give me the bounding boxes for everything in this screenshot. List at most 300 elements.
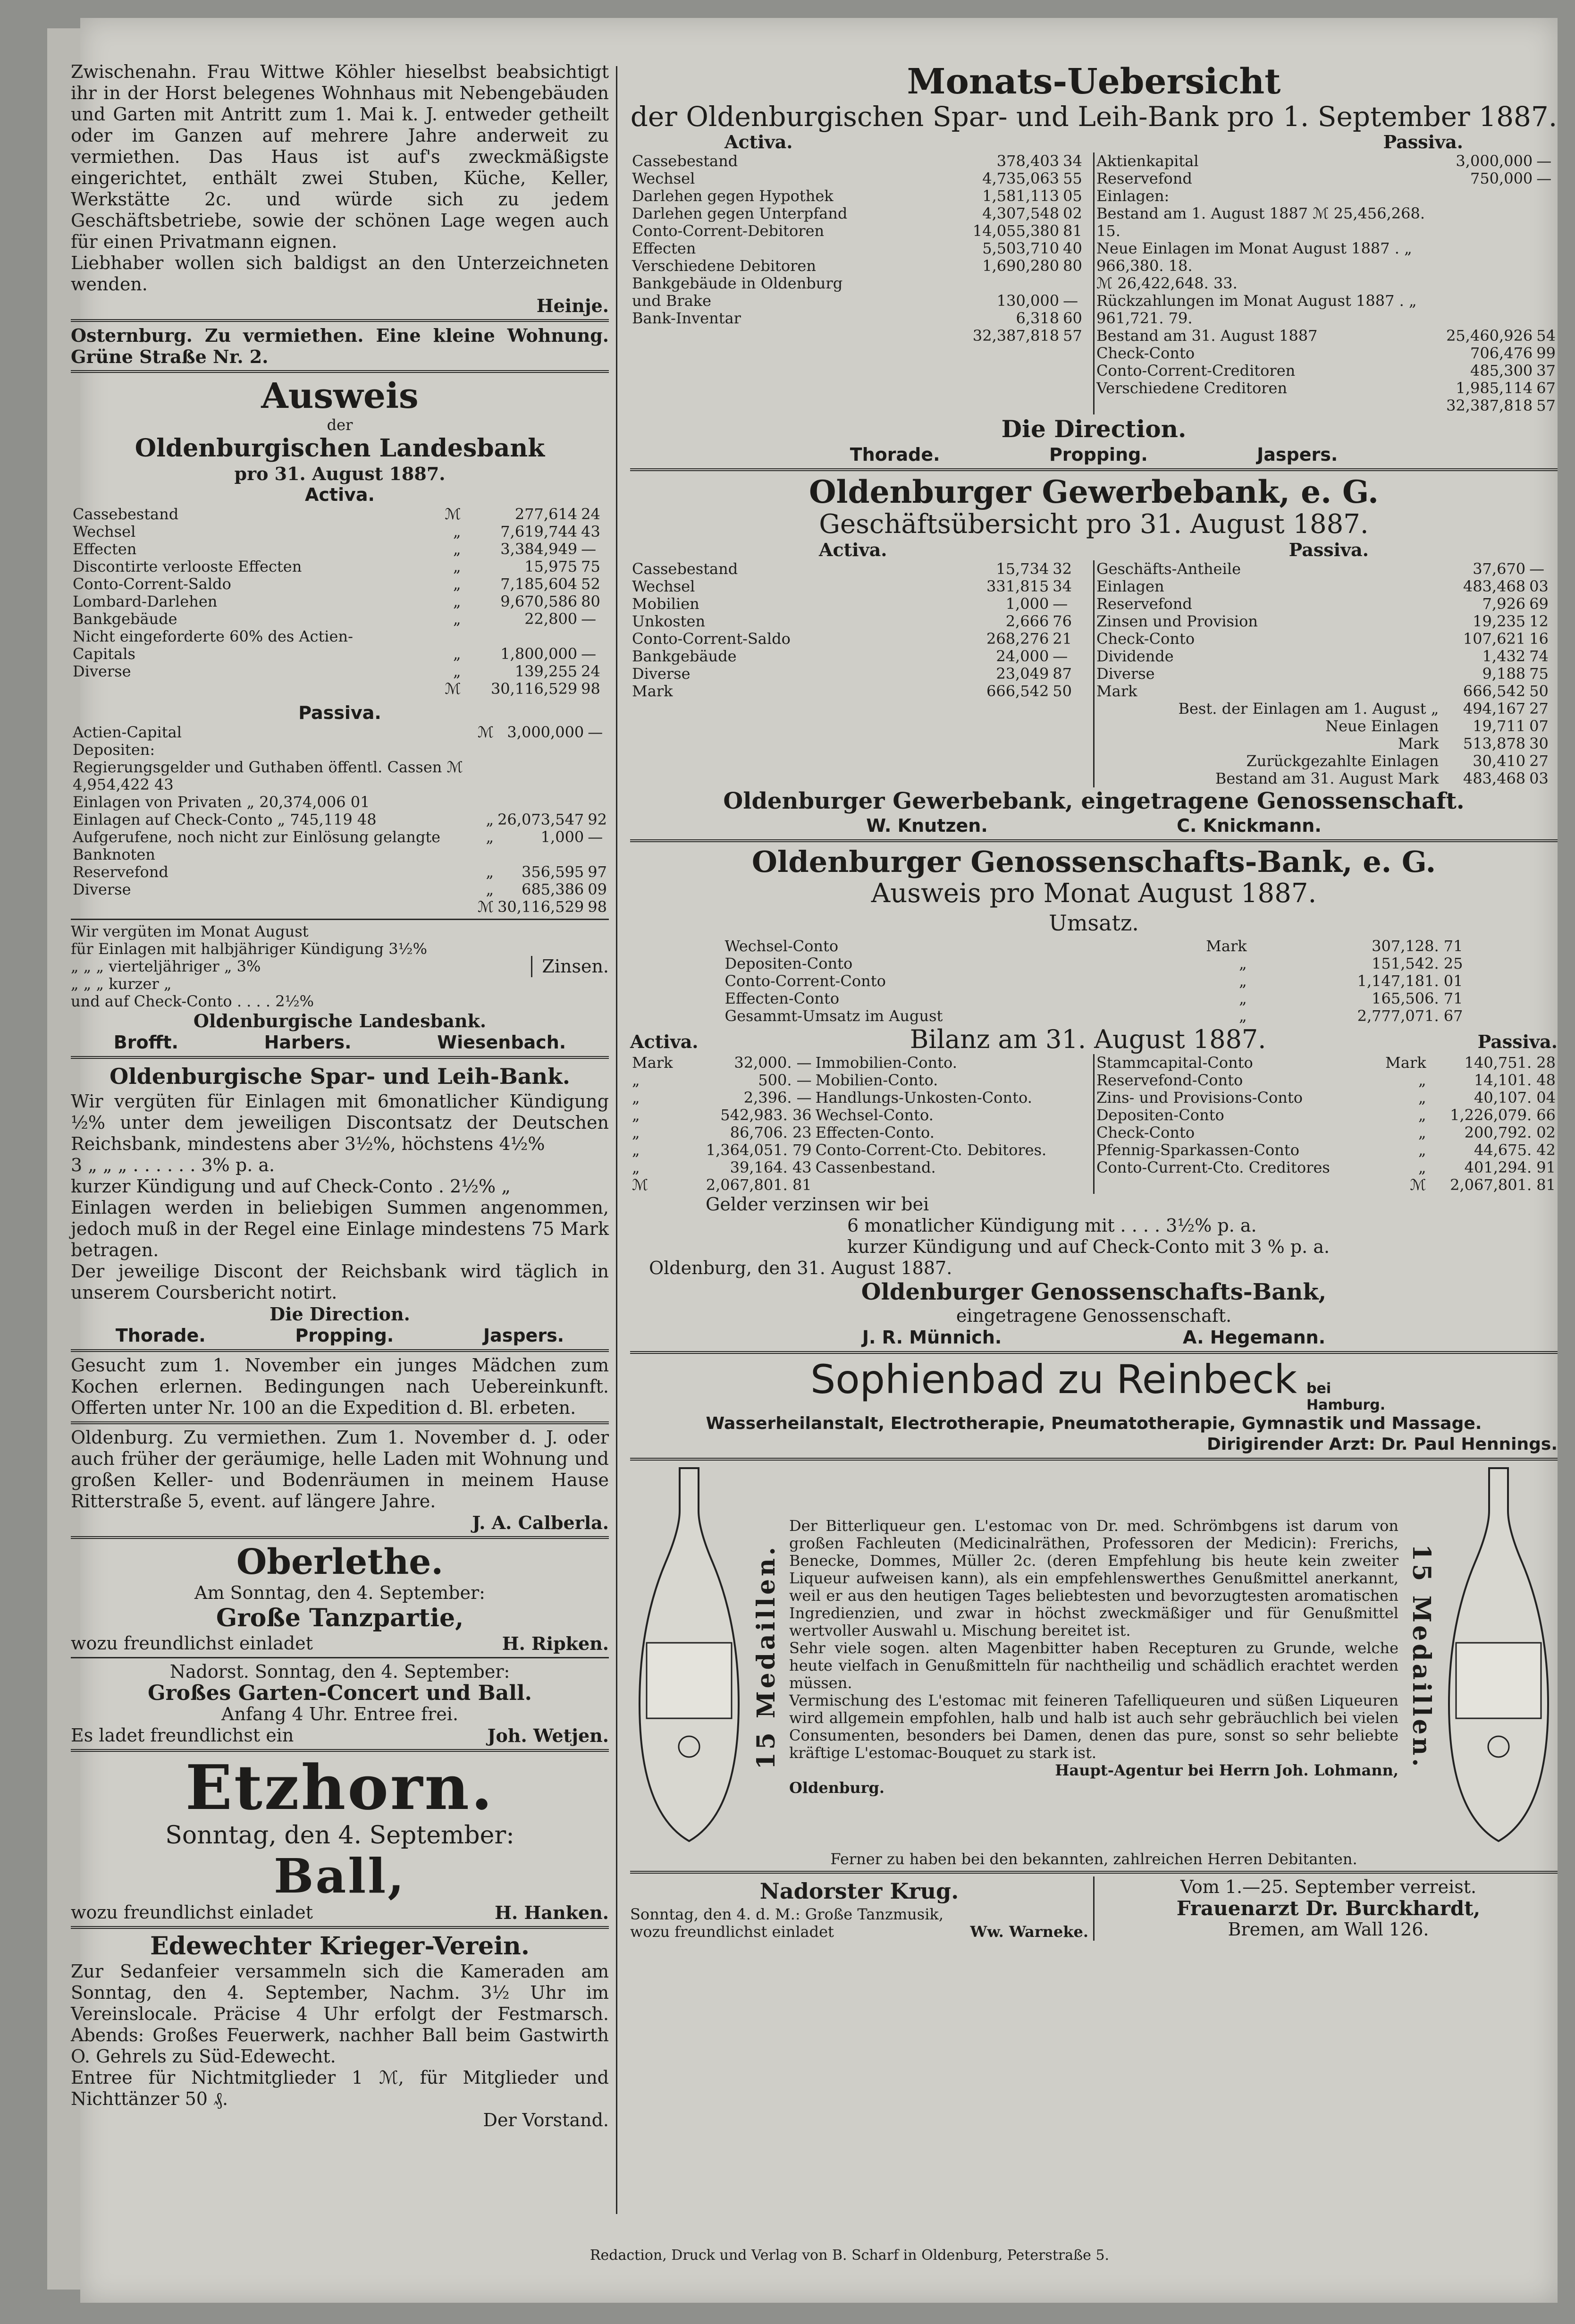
table-cell: „ xyxy=(1239,955,1247,972)
table-cell: 30,116,529 xyxy=(497,898,584,916)
table-row xyxy=(630,1141,1093,1159)
table-cell: 50 xyxy=(1529,682,1549,700)
table-cell: „ xyxy=(1239,989,1247,1007)
rate-line: „ „ „ vierteljähriger „ 3% xyxy=(71,957,261,975)
table-cell: Verschiedene Creditoren xyxy=(1096,379,1288,397)
table-cell: „ xyxy=(453,610,461,628)
table-cell: „ xyxy=(1418,1141,1426,1159)
table-cell: 706,476 xyxy=(1470,344,1533,362)
table-cell: „ xyxy=(632,1141,640,1159)
table-cell: Actien-Capital xyxy=(73,723,182,741)
table-row xyxy=(1095,240,1558,275)
table-cell: Mark xyxy=(1206,937,1247,955)
monat-labels xyxy=(630,131,1558,152)
genossen-signers xyxy=(630,1327,1558,1348)
estomac-p2: Sehr viele sogen. alten Magenbitter haben Recepturen zu Grunde, welche heute vielfach in Genußmitteln für nachtheilig und schädlich erachtet werden müssen. xyxy=(789,1639,1398,1692)
arzt-line3: Bremen, am Wall 126. xyxy=(1228,1919,1429,1940)
table-cell: 57 xyxy=(1536,397,1556,414)
monat-subtitle: der Oldenburgischen Spar- und Leih-Bank pro 1. September 1887. xyxy=(630,101,1558,133)
table-cell: Einlagen von Privaten „ 20,374,006 01 xyxy=(73,793,370,811)
table-cell: 1,581,113 xyxy=(982,187,1060,205)
table-row xyxy=(630,170,1093,187)
divider xyxy=(71,1657,609,1658)
table-cell: „ xyxy=(486,828,494,846)
table-cell: 15,734 xyxy=(996,560,1049,578)
table-cell: 1,000 xyxy=(540,828,584,846)
table-cell: Cassebestand xyxy=(632,152,738,170)
table-row xyxy=(71,523,609,541)
table-cell: „ xyxy=(453,523,461,541)
table-cell: Mark xyxy=(1385,1054,1426,1072)
table-cell: 24 xyxy=(581,505,600,523)
table-cell: Dividende xyxy=(1096,647,1174,665)
table-row xyxy=(630,327,1093,345)
divider xyxy=(71,1536,609,1539)
table-cell: 307,128. 71 xyxy=(1372,937,1463,955)
table-cell: „ xyxy=(486,880,494,898)
divider xyxy=(71,1349,609,1352)
genossen-rate2: 6 monatlicher Kündigung mit . . . . 3½% p. a. xyxy=(847,1215,1257,1236)
table-cell: Bankgebäude xyxy=(632,647,737,665)
table-cell: ℳ xyxy=(632,1176,649,1194)
table-cell: Neue Einlagen im Monat August 1887 . „ 966,380. 18. xyxy=(1096,239,1412,275)
table-cell xyxy=(71,898,476,916)
table-row xyxy=(71,610,609,628)
table-cell: „ xyxy=(453,662,461,680)
table-cell: 92 xyxy=(588,811,607,828)
signer: Thorade. xyxy=(115,1325,206,1346)
table-cell: Zurückgezahlte Einlagen xyxy=(1246,752,1439,770)
table-row xyxy=(1095,345,1558,362)
medals-right: 15 Medaillen. xyxy=(1407,1544,1436,1770)
sophien-title: Sophienbad zu Reinbeck xyxy=(810,1356,1297,1403)
table-cell: Darlehen gegen Unterpfand xyxy=(632,204,848,222)
table-cell: ℳ xyxy=(1410,1176,1426,1194)
table-row xyxy=(1095,1089,1558,1107)
monat-direction: Die Direction. xyxy=(1001,415,1187,443)
right-column xyxy=(630,61,1558,1941)
edewecht-text: Zur Sedanfeier versammeln sich die Kameraden am Sonntag, den 4. September, Nachm. 3½ Uhr im Vereinslocale. Präcise 4 Uhr erfolgt der Festmarsch. Abends: Großes Feuerwerk, nachher Ball beim Gastwirth O. Gehrels zu Süd-Edewecht. xyxy=(71,1961,609,2067)
genossen-umsatz-table xyxy=(723,938,1465,1025)
table-cell xyxy=(1444,240,1534,275)
table-cell: Zinsen und Provision xyxy=(1096,612,1258,630)
table-cell: 140,751. 28 xyxy=(1464,1054,1556,1072)
table-row xyxy=(71,506,609,523)
genossen-sign-title: Oldenburger Genossenschafts-Bank, xyxy=(861,1279,1327,1305)
krug-line1: Sonntag, den 4. d. M.: Große Tanzmusik, xyxy=(630,1905,943,1923)
estomac-bottle-right-icon xyxy=(1440,1463,1558,1851)
sophien-arzt: Dirigirender Arzt: Dr. Paul Hennings. xyxy=(1207,1435,1558,1454)
table-cell: Darlehen gegen Hypothek xyxy=(632,187,834,205)
table-row xyxy=(723,972,1465,990)
table-row xyxy=(630,152,1093,170)
table-cell: 3,000,000 xyxy=(507,723,584,741)
table-cell: 32 xyxy=(1053,560,1072,578)
landesbank-sign-title: Oldenburgische Landesbank. xyxy=(193,1010,487,1031)
table-row xyxy=(71,575,609,593)
zinsen-label: Zinsen. xyxy=(531,956,609,977)
table-row xyxy=(1095,1072,1558,1089)
genossen-subtitle: Ausweis pro Monat August 1887. xyxy=(871,878,1317,909)
activa-label: Activa. xyxy=(724,131,793,152)
table-cell: Einlagen xyxy=(1096,577,1164,595)
table-cell: Unkosten xyxy=(632,612,706,630)
table-cell: 76 xyxy=(1053,612,1072,630)
etzhorn-line1: Sonntag, den 4. September: xyxy=(165,1821,514,1850)
landesbank-der: der xyxy=(327,416,353,434)
table-cell: 32,000. — xyxy=(734,1054,812,1072)
gewerbe-labels xyxy=(630,539,1558,560)
table-cell: 1,432 xyxy=(1482,647,1526,665)
table-cell: 1,000 xyxy=(1005,595,1049,613)
table-row xyxy=(630,1159,1093,1176)
estomac-note: Ferner zu haben bei den bekannten, zahlreichen Herren Debitanten. xyxy=(830,1850,1357,1868)
signer: Propping. xyxy=(295,1325,394,1346)
monat-passiva xyxy=(1095,152,1558,414)
table-cell: 09 xyxy=(588,880,607,898)
passiva-label: Passiva. xyxy=(1383,131,1463,152)
genossen-rate3: kurzer Kündigung und auf Check-Conto mit 3 % p. a. xyxy=(847,1236,1330,1257)
sparbank-line5: Der jeweilige Discont der Reichsbank wird täglich in unserem Coursbericht notirt. xyxy=(71,1261,609,1303)
table-cell xyxy=(630,327,935,345)
table-cell: 07 xyxy=(1529,717,1549,735)
table-cell: Depositen-Conto xyxy=(1096,1106,1224,1124)
table-cell: — xyxy=(1529,560,1545,578)
table-row xyxy=(71,628,609,645)
table-cell xyxy=(1534,187,1558,205)
table-cell: Discontirte verlooste Effecten xyxy=(73,558,302,575)
table-row xyxy=(71,680,609,698)
table-row xyxy=(1095,152,1558,170)
table-cell: Mark xyxy=(632,682,673,700)
table-cell: 03 xyxy=(1529,769,1549,787)
krug-title: Nadorster Krug. xyxy=(759,1878,959,1904)
table-cell: Effecten xyxy=(632,239,696,257)
table-cell xyxy=(1534,292,1558,327)
activa-label: Activa. xyxy=(819,539,887,560)
genossen-passiva xyxy=(1095,1054,1558,1194)
table-cell: — xyxy=(1536,152,1552,170)
signer: J. R. Münnich. xyxy=(862,1327,1002,1348)
table-row xyxy=(630,257,1093,275)
table-cell: 1,985,114 xyxy=(1456,379,1533,397)
table-cell: Check-Conto xyxy=(1096,1124,1195,1141)
table-cell: Conto-Corrent-Debitoren xyxy=(632,222,825,240)
table-row xyxy=(630,1054,1093,1072)
table-cell: „ xyxy=(453,592,461,610)
table-cell: „ xyxy=(453,558,461,575)
landesbank-passiva-table xyxy=(71,724,609,916)
table-row xyxy=(1095,205,1558,240)
zwischenahn-footer: Liebhaber wollen sich baldigst an den Unterzeichneten wenden. xyxy=(71,253,609,295)
table-cell xyxy=(476,741,496,759)
table-cell xyxy=(476,759,496,794)
table-cell: 2,777,071. 67 xyxy=(1357,1007,1463,1025)
table-cell: 500. — xyxy=(758,1071,812,1089)
genossen-title: Oldenburger Genossenschafts-Bank, e. G. xyxy=(751,845,1436,879)
table-row xyxy=(1095,275,1558,292)
estomac-p1: Der Bitterliqueur gen. L'estomac von Dr. med. Schrömbgens ist darum von großen Fachleuten (Medicinalräthen, Professoren der Medicin): Frerichs, Benecke, Dommes, Müller 2c. (deren Empfehlung bis heute kein zweiter Liqueur aufweisen kann), als ein empfehlenswerthes Genußmittel anerkannt, weil er aus den heutigen Tages beliebtesten und bevorzugtesten aromatischen Ingredienzien, und zwar in höchst zweckmäßiger und für Genußmittel wertvoller Auswahl u. Mischung bereitet ist. xyxy=(789,1517,1398,1639)
etzhorn-footer xyxy=(71,1902,609,1923)
gesucht-ad: Gesucht zum 1. November ein junges Mädchen zum Kochen erlernen. Bedingungen nach Uebereinkunft. Offerten unter Nr. 100 an die Expedition d. Bl. erbeten. xyxy=(71,1355,609,1418)
table-cell: „ xyxy=(453,575,461,593)
oberlethe-sign: H. Ripken. xyxy=(502,1633,609,1654)
table-cell: 19,711 xyxy=(1473,717,1526,735)
table-cell: „ xyxy=(1239,1007,1247,1025)
table-cell: 3,000,000 xyxy=(1456,152,1533,170)
table-row xyxy=(1095,1124,1558,1141)
table-cell: 03 xyxy=(1529,577,1549,595)
table-cell: 1,364,051. 79 xyxy=(706,1141,812,1159)
divider xyxy=(71,319,609,322)
table-cell: 02 xyxy=(1063,204,1082,222)
table-row xyxy=(1095,752,1558,770)
estomac-p3: Vermischung des L'estomac mit feineren Tafelliqueuren und süßen Liqueuren wird allgemein empfohlen, halb und halb ist auch sehr gebräuchlich bei vielen Consumenten, besonders bei Damen, denen das pure, sonst so sehr beliebte kräftige L'estomac-Bouquet zu stark ist. xyxy=(789,1691,1398,1762)
table-cell: Conto-Corrent-Conto xyxy=(724,972,886,990)
sophien-bei: bei Hamburg. xyxy=(1306,1380,1386,1413)
table-row xyxy=(71,881,609,898)
table-cell: „ xyxy=(1418,1071,1426,1089)
gewerbe-signers xyxy=(630,815,1558,837)
table-cell: 2,396. — xyxy=(743,1089,812,1107)
landesbank-passiva-label: Passiva. xyxy=(298,702,381,723)
table-cell: 666,542 xyxy=(1463,682,1526,700)
table-cell: 80 xyxy=(1063,257,1082,275)
table-cell: Effecten xyxy=(73,540,137,558)
gewerbe-activa xyxy=(630,560,1095,787)
table-cell: „ xyxy=(632,1106,640,1124)
table-cell: Cassenbestand. xyxy=(815,1158,936,1176)
table-cell: „ xyxy=(632,1158,640,1176)
table-cell: „ xyxy=(453,540,461,558)
table-cell xyxy=(437,628,463,645)
table-cell xyxy=(1444,275,1534,292)
table-cell: 483,468 xyxy=(1463,577,1526,595)
genossen-activa xyxy=(630,1054,1095,1194)
table-row xyxy=(1095,718,1558,735)
table-cell: 19,235 xyxy=(1473,612,1526,630)
table-cell: Rückzahlungen im Monat August 1887 . „ 961,721. 79. xyxy=(1096,292,1417,327)
monat-title: Monats-Uebersicht xyxy=(907,61,1281,102)
table-cell: 52 xyxy=(581,575,600,593)
table-cell: Bestand am 31. August 1887 xyxy=(1096,327,1318,345)
table-cell: Check-Conto xyxy=(1096,630,1195,648)
table-cell: Best. der Einlagen am 1. August „ xyxy=(1178,700,1439,718)
table-row xyxy=(1095,1176,1558,1194)
table-row xyxy=(1095,397,1558,414)
table-cell: ℳ xyxy=(445,505,461,523)
table-cell: 75 xyxy=(1529,665,1549,683)
table-cell xyxy=(1444,205,1534,240)
table-row xyxy=(1095,595,1558,613)
table-cell: 80 xyxy=(581,592,600,610)
table-cell: 67 xyxy=(1536,379,1556,397)
table-cell: 139,255 xyxy=(514,662,578,680)
table-cell xyxy=(1095,397,1444,414)
table-cell: Regierungsgelder und Guthaben öffentl. Cassen ℳ 4,954,422 43 xyxy=(73,758,463,794)
table-cell: 43 xyxy=(581,523,600,541)
table-cell: Mobilien xyxy=(632,595,699,613)
table-cell: — xyxy=(1053,595,1068,613)
table-row xyxy=(630,1176,1093,1194)
table-row xyxy=(1095,700,1558,718)
table-row xyxy=(630,292,1093,310)
signer: A. Hegemann. xyxy=(1183,1327,1326,1348)
table-cell xyxy=(1534,240,1558,275)
table-cell: Handlungs-Unkosten-Conto. xyxy=(815,1089,1032,1107)
table-cell: 32,387,818 xyxy=(972,327,1060,345)
signer: C. Knickmann. xyxy=(1177,815,1322,836)
sparbank-signers xyxy=(71,1325,609,1346)
table-cell: 542,983. 36 xyxy=(720,1106,812,1124)
table-cell: 12 xyxy=(1529,612,1549,630)
landesbank-activa-table xyxy=(71,506,609,698)
landesbank-signers xyxy=(71,1031,609,1053)
table-cell xyxy=(1444,292,1534,327)
sophien-sub: Wasserheilanstalt, Electrotherapie, Pneumatotherapie, Gymnastik und Massage. xyxy=(706,1414,1482,1433)
table-cell xyxy=(463,628,580,645)
arzt-ad xyxy=(1095,1876,1558,1941)
gewerbe-subtitle: Geschäftsübersicht pro 31. August 1887. xyxy=(819,509,1369,540)
table-cell xyxy=(586,759,609,794)
divider xyxy=(630,468,1558,471)
table-cell: Check-Conto xyxy=(1096,344,1195,362)
table-cell: 24,000 xyxy=(996,647,1049,665)
table-cell: ℳ xyxy=(445,680,461,698)
table-cell: 98 xyxy=(588,898,607,916)
table-cell: Bestand am 1. August 1887 ℳ 25,456,268. 15. xyxy=(1096,204,1425,240)
table-cell: 40 xyxy=(1063,239,1082,257)
table-cell: Reservefond xyxy=(73,863,168,881)
imprint: Redaction, Druck und Verlag von B. Scharf in Oldenburg, Peterstraße 5. xyxy=(590,2247,1110,2264)
table-cell: „ xyxy=(632,1071,640,1089)
landesbank-date: pro 31. August 1887. xyxy=(234,463,446,484)
estomac-city: Oldenburg. xyxy=(789,1779,885,1797)
estomac-agent: Haupt-Agentur bei Herrn Joh. Lohmann, xyxy=(1055,1761,1398,1779)
divider xyxy=(71,370,609,373)
table-cell: „ xyxy=(486,811,494,828)
table-cell: Depositen: xyxy=(73,741,155,759)
nadorst-invite: Es ladet freundlichst ein xyxy=(71,1725,294,1746)
table-cell: Bank-Inventar xyxy=(632,309,741,327)
table-row xyxy=(1095,327,1558,345)
table-cell: — xyxy=(581,645,597,663)
table-cell: Bankgebäude in Oldenburg xyxy=(632,274,843,292)
table-cell xyxy=(1534,275,1558,292)
table-cell: — xyxy=(1536,169,1552,187)
divider xyxy=(71,1056,609,1059)
table-cell: 200,792. 02 xyxy=(1464,1124,1556,1141)
estomac-text xyxy=(784,1517,1403,1797)
divider xyxy=(630,1351,1558,1354)
table-cell: 7,619,744 xyxy=(500,523,578,541)
table-row xyxy=(71,741,609,759)
table-cell: 401,294. 91 xyxy=(1464,1158,1556,1176)
table-row xyxy=(1095,735,1558,752)
table-row xyxy=(71,811,609,828)
table-cell: 1,226,079. 66 xyxy=(1450,1106,1556,1124)
oberlethe-title: Oberlethe. xyxy=(236,1542,444,1582)
etzhorn-line2: Ball, xyxy=(273,1848,406,1904)
table-cell xyxy=(496,759,586,794)
sparbank-line4: Einlagen werden in beliebigen Summen angenommen, jedoch muß in der Regel eine Einlage mindestens 75 Mark betragen. xyxy=(71,1197,609,1260)
table-cell: 15,975 xyxy=(524,558,578,575)
table-cell: 16 xyxy=(1529,630,1549,648)
table-row xyxy=(71,828,609,863)
table-row xyxy=(630,595,1093,613)
table-cell: Effecten-Conto. xyxy=(815,1124,935,1141)
table-cell: 60 xyxy=(1063,309,1082,327)
table-row xyxy=(630,310,1093,327)
table-cell: 75 xyxy=(581,558,600,575)
osternburg-ad: Osternburg. Zu vermiethen. Eine kleine Wohnung. Grüne Straße Nr. 2. xyxy=(71,325,609,367)
table-cell: 107,621 xyxy=(1463,630,1526,648)
left-column xyxy=(71,61,609,2131)
table-row xyxy=(1095,292,1558,327)
etzhorn-title: Etzhorn. xyxy=(185,1751,495,1824)
table-row xyxy=(71,759,609,794)
table-cell: „ xyxy=(632,1089,640,1107)
table-row xyxy=(630,1072,1093,1089)
rate-line: „ „ „ kurzer „ xyxy=(71,975,172,993)
table-cell: Mark xyxy=(1096,682,1137,700)
table-row xyxy=(630,1124,1093,1141)
table-cell xyxy=(1444,187,1534,205)
etzhorn-invite: wozu freundlichst einladet xyxy=(71,1902,313,1923)
table-cell xyxy=(1061,275,1093,292)
landesbank-rates xyxy=(71,923,609,1010)
table-cell: „ xyxy=(486,863,494,881)
table-cell: Diverse xyxy=(632,665,691,683)
gewerbe-sign-title: Oldenburger Gewerbebank, eingetragene Genossenschaft. xyxy=(723,788,1465,814)
oberlethe-line1: Am Sonntag, den 4. September: xyxy=(194,1582,485,1603)
table-cell xyxy=(496,741,586,759)
table-cell: 165,506. 71 xyxy=(1372,989,1463,1007)
signer: Wiesenbach. xyxy=(437,1032,566,1053)
table-cell: 513,878 xyxy=(1463,735,1526,752)
landesbank-title: Ausweis xyxy=(261,376,419,416)
table-cell: Lombard-Darlehen xyxy=(73,592,218,610)
table-row xyxy=(1095,362,1558,380)
table-row xyxy=(1095,170,1558,187)
table-cell: Gesammt-Umsatz im August xyxy=(724,1007,943,1025)
table-cell: 54 xyxy=(1536,327,1556,345)
table-cell xyxy=(71,680,437,698)
table-cell: 4,307,548 xyxy=(982,204,1060,222)
table-row xyxy=(630,560,1093,578)
oldenburg-ad: Oldenburg. Zu vermiethen. Zum 1. November d. J. oder auch früher der geräumige, helle Laden mit Wohnung und großen Keller- und Bodenräumen in meinem Hause Ritterstraße 5, event. auf längere Jahre. xyxy=(71,1427,609,1512)
table-cell: 1,800,000 xyxy=(500,645,578,663)
divider xyxy=(71,1926,609,1929)
table-row xyxy=(1095,1159,1558,1176)
sparbank-direction: Die Direction. xyxy=(270,1303,410,1325)
nadorst-sign: Joh. Wetjen. xyxy=(487,1725,609,1746)
rate-line: für Einlagen mit halbjähriger Kündigung 3½% xyxy=(71,940,427,958)
zwischenahn-sign: Heinje. xyxy=(536,295,609,316)
signer: Harbers. xyxy=(264,1032,352,1053)
table-cell xyxy=(1534,205,1558,240)
table-cell: 87 xyxy=(1053,665,1072,683)
table-cell: 9,670,586 xyxy=(500,592,578,610)
table-cell: 277,614 xyxy=(514,505,578,523)
table-row xyxy=(1095,648,1558,665)
table-cell: Aktienkapital xyxy=(1096,152,1199,170)
table-cell: 98 xyxy=(581,680,600,698)
table-row xyxy=(630,205,1093,222)
table-cell: Einlagen auf Check-Conto „ 745,119 48 xyxy=(73,811,377,828)
table-row xyxy=(630,275,1093,292)
table-row xyxy=(630,222,1093,240)
